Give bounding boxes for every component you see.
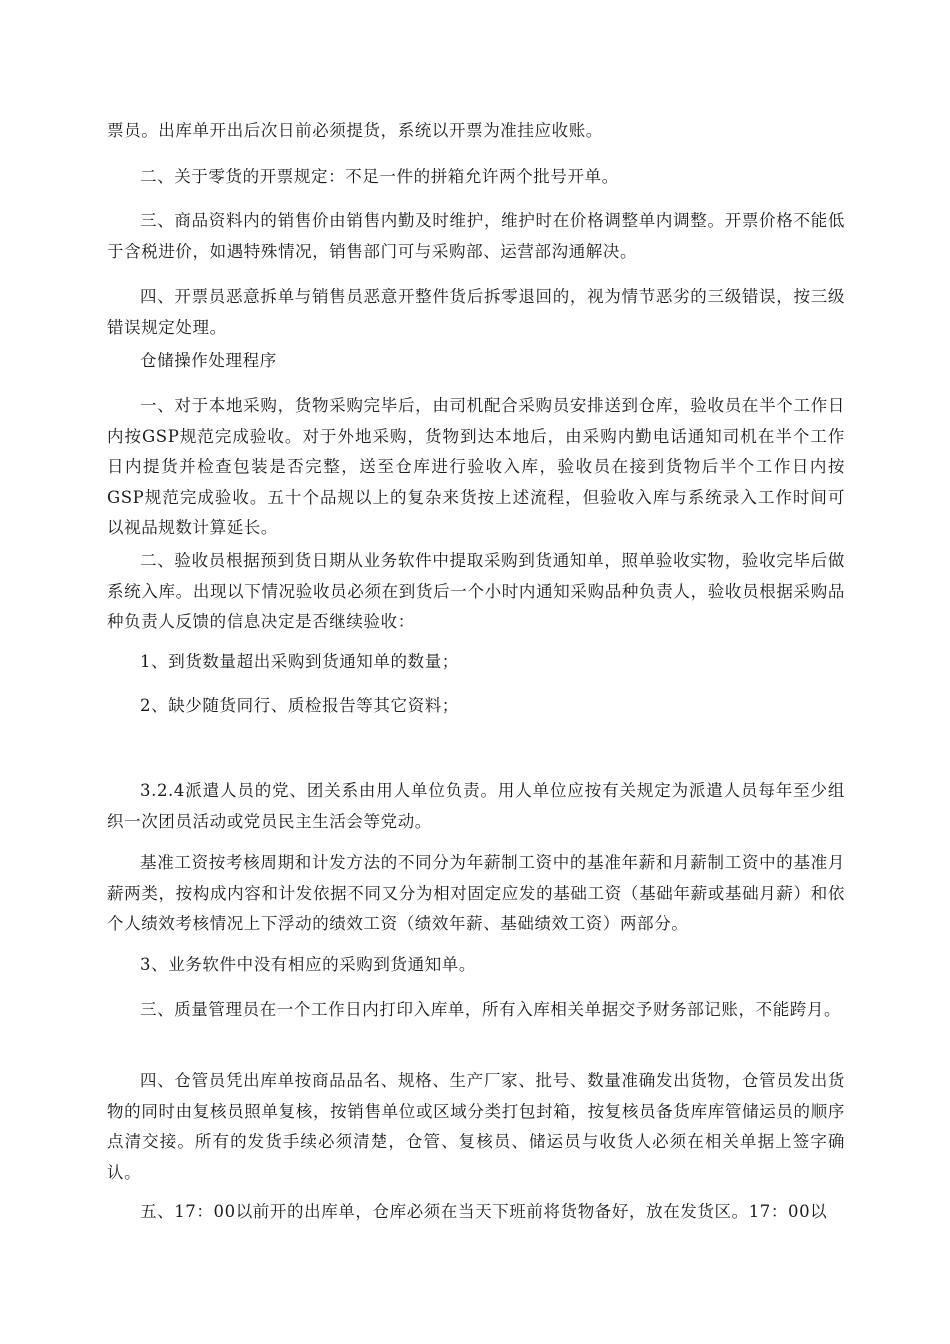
list-item-missing-documents: 2、缺少随货同行、质检报告等其它资料； xyxy=(140,696,459,715)
paragraph-invoice-continuation: 票员。出库单开出后次日前必须提货，系统以开票为准挂应收账。 xyxy=(107,121,603,140)
paragraph-sales-price-maintenance: 三、商品资料内的销售价由销售内勤及时维护，维护时在价格调整单内调整。开票价格不能低于含税进价，如遇特殊情况，销售部门可与采购部、运营部沟通解决。 xyxy=(107,211,845,261)
list-item-quantity-exceeds: 1、到货数量超出采购到货通知单的数量； xyxy=(140,652,459,671)
section-heading-warehouse-procedure: 仓储操作处理程序 xyxy=(140,351,277,370)
paragraph-local-procurement: 一、对于本地采购，货物采购完毕后，由司机配合采购员安排送到仓库，验收员在半个工作日内按GSP规范完成验收。对于外地采购，货物到达本地后，由采购内勤电话通知司机在半个工作日内提货并检查包装是否完整，送至仓库进行验收入库，验收员在接到货物后半个工作日内按GSP规范完成验收。五十个品规以上的复杂来货按上述流程，但验收入库与系统录入工作时间可以视品规数计算延长。 xyxy=(107,396,845,537)
paragraph-base-salary: 基准工资按考核周期和计发方法的不同分为年薪制工资中的基准年薪和月薪制工资中的基准月薪两类，按构成内容和计发依据不同又分为相对固定应发的基础工资（基础年薪或基础月薪）和依个人绩效考核情况上下浮动的绩效工资（绩效年薪、基础绩效工资）两部分。 xyxy=(107,853,845,933)
paragraph-loose-goods-rule: 二、关于零货的开票规定：不足一件的拼箱允许两个批号开单。 xyxy=(140,167,619,186)
paragraph-inspector-notice: 二、验收员根据预到货日期从业务软件中提取采购到货通知单，照单验收实物，验收完毕后做系统入库。出现以下情况验收员必须在到货后一个小时内通知采购品种负责人，验收员根据采购品种负责人反馈的信息决定是否继续验收： xyxy=(107,551,845,631)
paragraph-warehouse-keeper: 四、仓管员凭出库单按商品品名、规格、生产厂家、批号、数量准确发出货物，仓管员发出货物的同时由复核员照单复核，按销售单位或区域分类打包封箱，按复核员备货库库管储运员的顺序点清交接。所有的发货手续必须清楚，仓管、复核员、储运员与收货人必须在相关单据上签字确认。 xyxy=(107,1071,845,1182)
paragraph-malicious-split-rule: 四、开票员恶意拆单与销售员恶意开整件货后拆零退回的，视为情节恶劣的三级错误，按三级错误规定处理。 xyxy=(107,287,845,337)
paragraph-cutoff-time: 五、17：00以前开的出库单，仓库必须在当天下班前将货物备好，放在发货区。17：00以 xyxy=(140,1202,828,1221)
paragraph-dispatched-personnel: 3.2.4派遣人员的党、团关系由用人单位负责。用人单位应按有关规定为派遣人员每年至少组织一次团员活动或党员民主生活会等党动。 xyxy=(107,781,845,831)
paragraph-quality-manager: 三、质量管理员在一个工作日内打印入库单，所有入库相关单据交予财务部记账，不能跨月。 xyxy=(140,1000,842,1019)
list-item-no-notice: 3、业务软件中没有相应的采购到货通知单。 xyxy=(140,955,476,974)
